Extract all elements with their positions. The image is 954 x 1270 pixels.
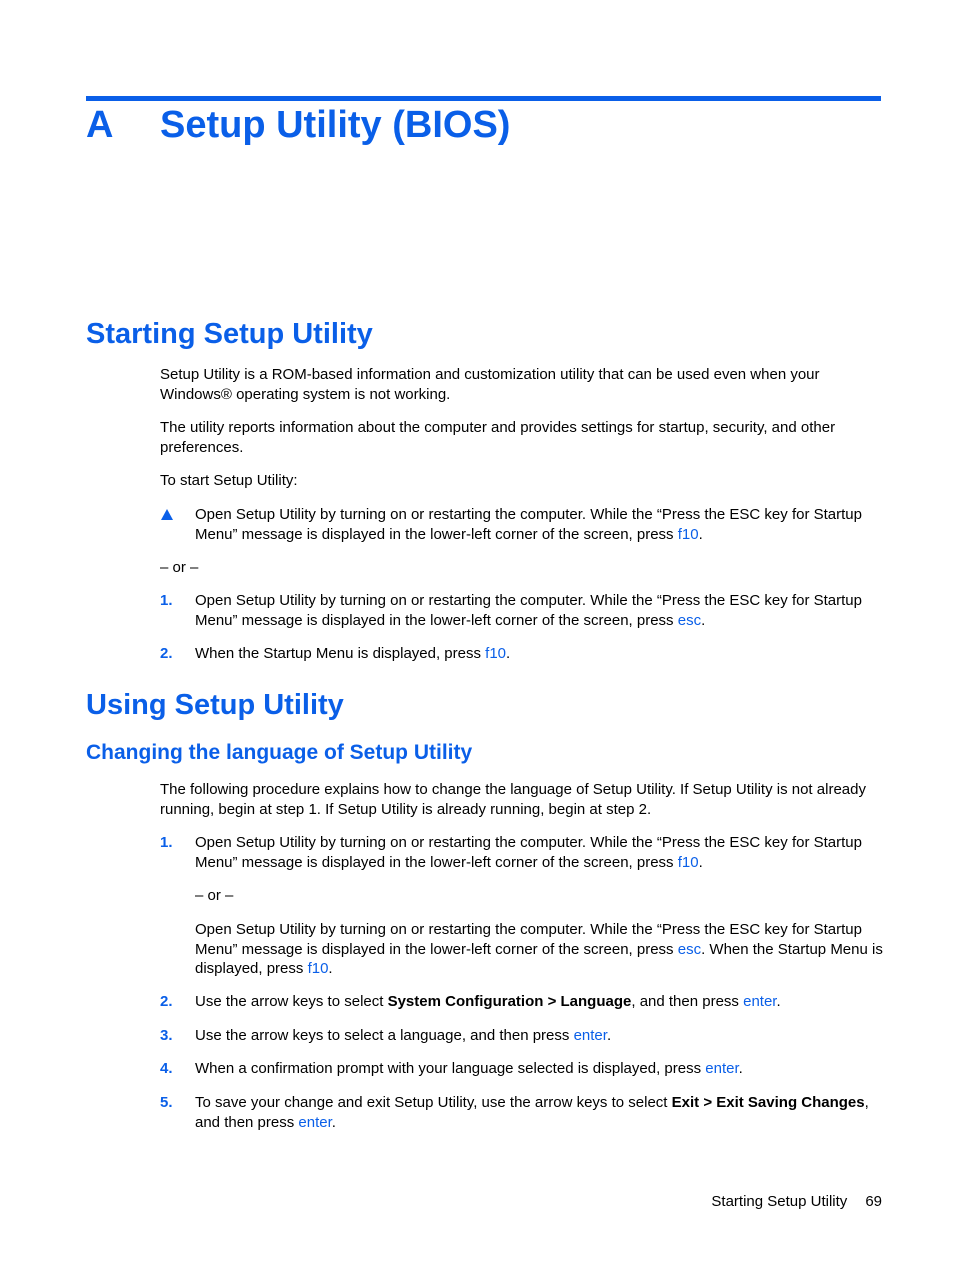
step-text: Open Setup Utility by turning on or restarting the computer. While the “Press the ESC key for Startup Menu” message is displayed in the lower-left corner of the screen, press esc. <box>195 592 862 629</box>
step-number: 1. <box>160 592 173 609</box>
step-number: 4. <box>160 1060 173 1077</box>
key-f10: f10 <box>307 960 329 977</box>
paragraph-procedure: The following procedure explains how to change the language of Setup Utility. If Setup Utility is not already running, begin at step 1. If Setup Utility is already running, begin at step 2. <box>160 781 866 818</box>
paragraph-to-start: To start Setup Utility: <box>160 472 298 489</box>
page-footer <box>711 1193 882 1210</box>
key-f10: f10 <box>677 525 699 543</box>
chapter-rule <box>86 96 881 101</box>
key-enter: enter <box>298 1113 332 1131</box>
step-number: 5. <box>160 1094 173 1111</box>
key-f10: f10 <box>485 645 507 662</box>
step-text: Use the arrow keys to select System Configuration > Language, and then press enter. <box>195 993 781 1010</box>
chapter-letter: A <box>86 104 114 146</box>
section-heading-using: Using Setup Utility <box>86 689 344 721</box>
page-number: 69 <box>865 1193 882 1210</box>
triangle-bullet-icon <box>161 509 173 520</box>
step-number: 2. <box>160 645 173 662</box>
chapter-title: Setup Utility (BIOS) <box>160 104 511 146</box>
key-enter: enter <box>573 1027 607 1044</box>
paragraph-intro: Setup Utility is a ROM-based information and customization utility that can be used even when your Windows® operating system is not working. <box>160 366 820 403</box>
step-text: Use the arrow keys to select a language, and then press enter. <box>195 1027 612 1044</box>
step-number: 3. <box>160 1027 173 1044</box>
subsection-heading-language: Changing the language of Setup Utility <box>86 741 473 764</box>
key-enter: enter <box>743 993 777 1010</box>
section-heading-starting: Starting Setup Utility <box>86 318 373 350</box>
or-separator: – or – <box>160 559 199 576</box>
step-number: 1. <box>160 834 173 851</box>
step-number: 2. <box>160 993 173 1010</box>
step-text: Open Setup Utility by turning on or restarting the computer. While the “Press the ESC key for Startup Menu” message is displayed in the lower-left corner of the screen, press esc. When the Startup Menu is displayed, press f10. <box>195 921 883 977</box>
paragraph-reports: The utility reports information about the computer and provides settings for startup, security, and other preferences. <box>160 419 836 456</box>
key-enter: enter <box>705 1060 739 1077</box>
key-f10: f10 <box>677 853 699 871</box>
step-text: When the Startup Menu is displayed, press f10. <box>195 645 511 662</box>
step-text: To save your change and exit Setup Utility, use the arrow keys to select Exit > Exit Saving Changes, and then press enter. <box>195 1094 869 1131</box>
footer-section-title: Starting Setup Utility <box>711 1193 848 1210</box>
key-esc: esc <box>677 940 702 958</box>
step-text: Open Setup Utility by turning on or restarting the computer. While the “Press the ESC key for Startup Menu” message is displayed in the lower-left corner of the screen, press f10. <box>195 834 862 871</box>
key-esc: esc <box>677 611 702 629</box>
step-text: When a confirmation prompt with your language selected is displayed, press enter. <box>195 1060 743 1077</box>
bullet-text: Open Setup Utility by turning on or restarting the computer. While the “Press the ESC key for Startup Menu” message is displayed in the lower-left corner of the screen, press f10. <box>195 506 862 543</box>
